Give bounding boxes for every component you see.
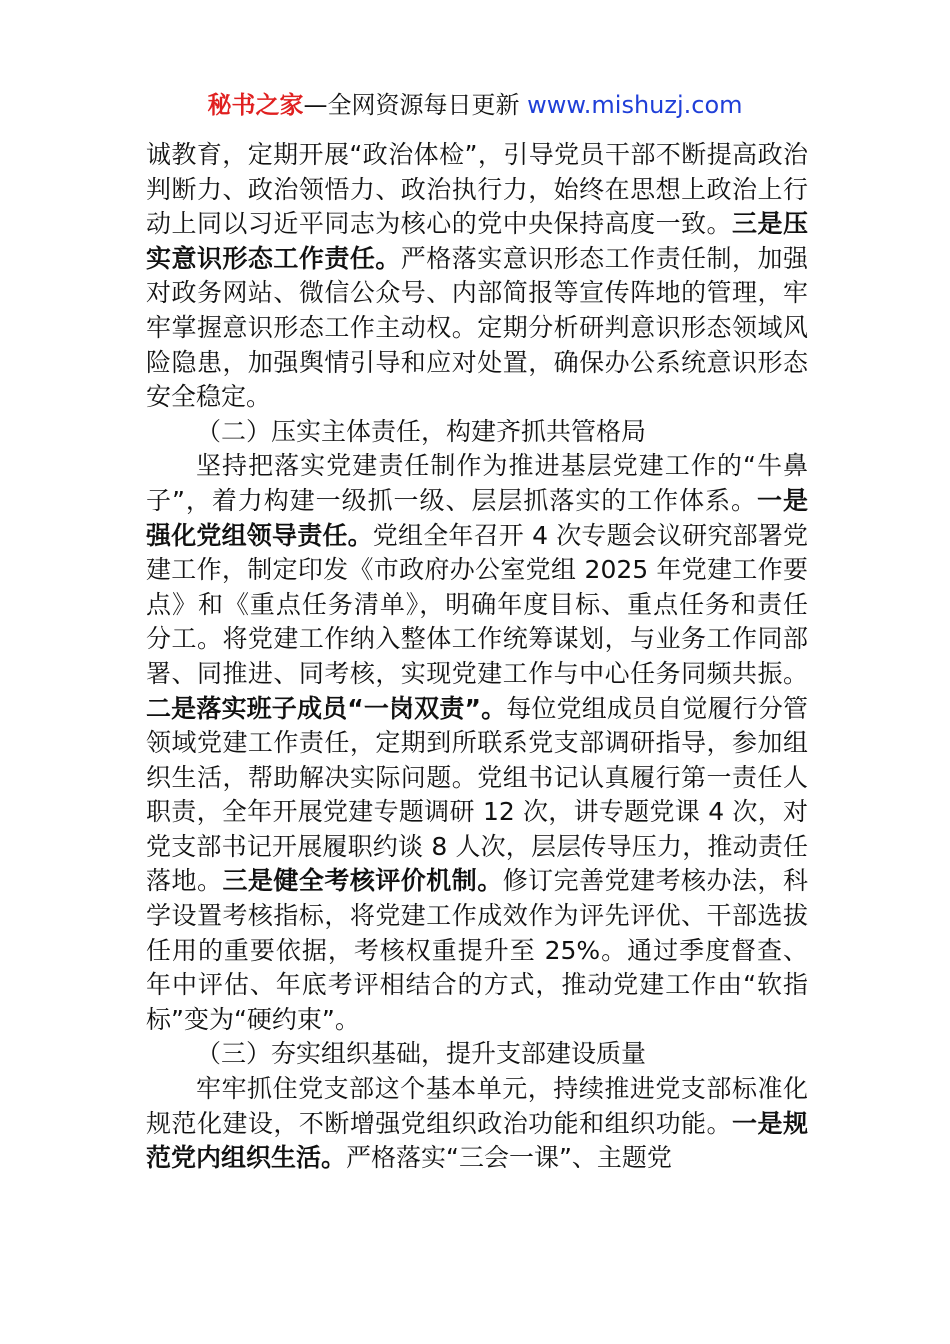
paragraph-text: 牢牢抓住党支部这个基本单元，持续推进党支部标准化规范化建设，不断增强党组织政治功能和组织功能。 <box>146 1074 808 1138</box>
paragraph-3 <box>146 1072 808 1176</box>
paragraph-2 <box>146 449 808 1037</box>
paragraph-text: 修订完善党建考核办法，科学设置考核指标，将党建工作成效作为评先评优、干部选拔任用的重要依据，考核权重提升至 25%。通过季度督查、年中评估、年底考评相结合的方式，推动党建工作由“软指标”变为“硬约束”。 <box>146 866 808 1034</box>
paragraph-text: 诚教育，定期开展“政治体检”，引导党员干部不断提高政治判断力、政治领悟力、政治执行力，始终在思想上政治上行动上同以习近平同志为核心的党中央保持高度一致。 <box>146 140 808 239</box>
paragraph-text: 党组全年召开 4 次专题会议研究部署党建工作，制定印发《市政府办公室党组 2025 年党建工作要点》和《重点任务清单》，明确年度目标、重点任务和责任分工。将党建工作纳入整体工作统筹谋划，与业务工作同部署、同推进、同考核，实现党建工作与中心任务同频共振。 <box>146 520 808 688</box>
bold-point: 一是规范党内组织生活。 <box>146 1108 808 1173</box>
header-slogan: —全网资源每日更新 <box>303 91 528 119</box>
section-heading-3: （三）夯实组织基础，提升支部建设质量 <box>196 1039 647 1069</box>
bold-point: 三是压实意识形态工作责任。 <box>146 209 808 273</box>
paragraph-1 <box>146 138 808 415</box>
paragraph-text: 严格落实意识形态工作责任制，加强对政务网站、微信公众号、内部简报等宣传阵地的管理，牢牢掌握意识形态工作主动权。定期分析研判意识形态领域风险隐患，加强舆情引导和应对处置，确保办公系统意识形态安全稳定。 <box>146 243 808 412</box>
paragraph-text: 每位党组成员自觉履行分管领域党建工作责任，定期到所联系党支部调研指导，参加组织生活，帮助解决实际问题。党组书记认真履行第一责任人职责，全年开展党建专题调研 12 次，讲专题党课 4 次，对党支部书记开展履职约谈 8 人次，层层传导压力，推动责任落地。 <box>146 693 808 896</box>
bold-point: 二是落实班子成员“一岗双责”。 <box>146 693 507 723</box>
header-url-link[interactable]: www.mishuzj.com <box>527 91 743 119</box>
document-body <box>146 138 808 1176</box>
paragraph-text: 严格落实“三会一课”、主题党 <box>346 1143 672 1173</box>
bold-point: 三是健全考核评价机制。 <box>222 866 503 896</box>
bold-point: 一是强化党组领导责任。 <box>146 485 808 550</box>
section-heading-2: （二）压实主体责任，构建齐抓共管格局 <box>196 416 647 446</box>
paragraph-text: 坚持把落实党建责任制作为推进基层党建工作的“牛鼻子”，着力构建一级抓一级、层层抓落实的工作体系。 <box>146 451 808 515</box>
page-header <box>0 88 950 122</box>
header-brand: 秘书之家 <box>207 91 304 119</box>
